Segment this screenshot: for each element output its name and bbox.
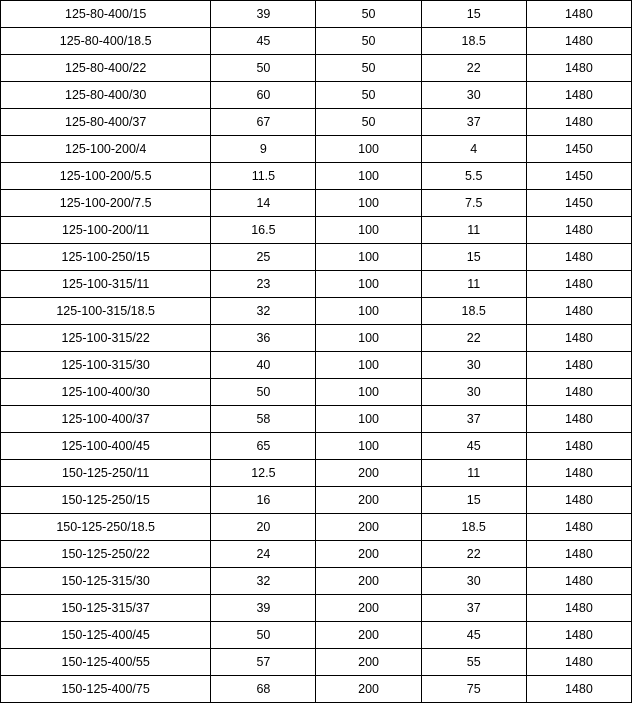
table-cell-head: 200 (316, 649, 421, 676)
table-cell-model: 150-125-315/37 (1, 595, 211, 622)
table-cell-flow: 12.5 (211, 460, 316, 487)
table-cell-flow: 68 (211, 676, 316, 703)
table-cell-head: 100 (316, 163, 421, 190)
table-cell-power: 4 (421, 136, 526, 163)
table-cell-head: 100 (316, 136, 421, 163)
table-cell-power: 37 (421, 406, 526, 433)
table-cell-model: 125-100-315/18.5 (1, 298, 211, 325)
table-cell-flow: 16.5 (211, 217, 316, 244)
table-cell-flow: 9 (211, 136, 316, 163)
table-cell-flow: 39 (211, 1, 316, 28)
table-cell-speed: 1480 (526, 676, 631, 703)
table-cell-flow: 14 (211, 190, 316, 217)
table-cell-power: 37 (421, 109, 526, 136)
table-cell-power: 30 (421, 82, 526, 109)
table-cell-model: 125-100-315/11 (1, 271, 211, 298)
table-row (1, 325, 632, 352)
table-cell-speed: 1480 (526, 379, 631, 406)
table-body (1, 1, 632, 703)
table-cell-speed: 1480 (526, 622, 631, 649)
table-row (1, 595, 632, 622)
table-cell-head: 100 (316, 352, 421, 379)
table-cell-flow: 36 (211, 325, 316, 352)
table-cell-flow: 20 (211, 514, 316, 541)
table-cell-head: 50 (316, 55, 421, 82)
table-cell-flow: 32 (211, 568, 316, 595)
table-row (1, 379, 632, 406)
table-cell-flow: 57 (211, 649, 316, 676)
table-cell-speed: 1480 (526, 568, 631, 595)
table-cell-speed: 1480 (526, 352, 631, 379)
table-cell-flow: 50 (211, 55, 316, 82)
table-cell-model: 125-100-200/7.5 (1, 190, 211, 217)
table-cell-model: 150-125-250/18.5 (1, 514, 211, 541)
table-cell-flow: 45 (211, 28, 316, 55)
table-cell-power: 22 (421, 541, 526, 568)
table-row (1, 487, 632, 514)
table-cell-speed: 1480 (526, 460, 631, 487)
table-cell-model: 150-125-250/22 (1, 541, 211, 568)
table-cell-flow: 40 (211, 352, 316, 379)
table-cell-model: 150-125-315/30 (1, 568, 211, 595)
table-cell-head: 200 (316, 622, 421, 649)
table-cell-flow: 39 (211, 595, 316, 622)
table-cell-flow: 24 (211, 541, 316, 568)
table-cell-speed: 1480 (526, 298, 631, 325)
table-cell-model: 125-100-200/5.5 (1, 163, 211, 190)
table-cell-power: 18.5 (421, 514, 526, 541)
table-cell-head: 100 (316, 244, 421, 271)
table-row (1, 460, 632, 487)
table-cell-model: 150-125-400/45 (1, 622, 211, 649)
table-cell-head: 200 (316, 514, 421, 541)
table-cell-head: 100 (316, 217, 421, 244)
table-cell-head: 200 (316, 487, 421, 514)
table-cell-power: 11 (421, 271, 526, 298)
table-cell-speed: 1480 (526, 109, 631, 136)
table-cell-speed: 1480 (526, 595, 631, 622)
table-cell-speed: 1480 (526, 271, 631, 298)
table-cell-speed: 1480 (526, 433, 631, 460)
table-cell-power: 45 (421, 433, 526, 460)
table-cell-power: 7.5 (421, 190, 526, 217)
table-row (1, 433, 632, 460)
table-cell-model: 125-80-400/30 (1, 82, 211, 109)
table-cell-model: 150-125-250/15 (1, 487, 211, 514)
table-cell-head: 100 (316, 271, 421, 298)
table-cell-power: 45 (421, 622, 526, 649)
table-cell-flow: 50 (211, 379, 316, 406)
table-cell-model: 125-80-400/18.5 (1, 28, 211, 55)
table-row (1, 649, 632, 676)
table-row (1, 514, 632, 541)
table-row (1, 109, 632, 136)
table-cell-power: 30 (421, 379, 526, 406)
table-row (1, 244, 632, 271)
table-cell-power: 37 (421, 595, 526, 622)
table-row (1, 82, 632, 109)
table-cell-model: 150-125-400/75 (1, 676, 211, 703)
table-cell-model: 125-80-400/22 (1, 55, 211, 82)
table-cell-head: 200 (316, 541, 421, 568)
table-cell-speed: 1480 (526, 514, 631, 541)
table-cell-head: 100 (316, 406, 421, 433)
table-cell-model: 150-125-400/55 (1, 649, 211, 676)
table-cell-model: 125-100-250/15 (1, 244, 211, 271)
table-row (1, 136, 632, 163)
table-cell-flow: 11.5 (211, 163, 316, 190)
table-row (1, 217, 632, 244)
table-row (1, 163, 632, 190)
table-row (1, 568, 632, 595)
table-cell-flow: 65 (211, 433, 316, 460)
table-cell-power: 18.5 (421, 298, 526, 325)
table-cell-model: 150-125-250/11 (1, 460, 211, 487)
table-row (1, 1, 632, 28)
table-cell-flow: 25 (211, 244, 316, 271)
table-cell-head: 200 (316, 568, 421, 595)
table-cell-model: 125-100-200/11 (1, 217, 211, 244)
table-cell-power: 75 (421, 676, 526, 703)
table-cell-head: 200 (316, 676, 421, 703)
table-cell-model: 125-80-400/37 (1, 109, 211, 136)
table-cell-head: 200 (316, 460, 421, 487)
table-cell-speed: 1480 (526, 649, 631, 676)
table-cell-power: 11 (421, 460, 526, 487)
table-cell-flow: 32 (211, 298, 316, 325)
table-cell-model: 125-100-315/22 (1, 325, 211, 352)
table-cell-head: 50 (316, 82, 421, 109)
table-row (1, 622, 632, 649)
table-cell-model: 125-100-400/37 (1, 406, 211, 433)
table-cell-head: 50 (316, 109, 421, 136)
table-cell-speed: 1480 (526, 406, 631, 433)
table-cell-power: 30 (421, 352, 526, 379)
table-cell-speed: 1480 (526, 541, 631, 568)
table-row (1, 190, 632, 217)
table-cell-power: 15 (421, 487, 526, 514)
table-cell-head: 50 (316, 28, 421, 55)
table-row (1, 298, 632, 325)
table-row (1, 541, 632, 568)
table-cell-model: 125-80-400/15 (1, 1, 211, 28)
table-cell-head: 200 (316, 595, 421, 622)
table-cell-flow: 16 (211, 487, 316, 514)
table-cell-head: 100 (316, 379, 421, 406)
table-cell-power: 22 (421, 55, 526, 82)
table-cell-head: 100 (316, 325, 421, 352)
table-cell-speed: 1480 (526, 217, 631, 244)
table-cell-speed: 1480 (526, 487, 631, 514)
table-cell-flow: 67 (211, 109, 316, 136)
table-cell-model: 125-100-200/4 (1, 136, 211, 163)
table-cell-speed: 1450 (526, 163, 631, 190)
table-row (1, 271, 632, 298)
table-cell-model: 125-100-400/30 (1, 379, 211, 406)
table-cell-power: 55 (421, 649, 526, 676)
table-cell-model: 125-100-400/45 (1, 433, 211, 460)
table-cell-speed: 1450 (526, 190, 631, 217)
table-cell-head: 50 (316, 1, 421, 28)
table-cell-head: 100 (316, 433, 421, 460)
table-cell-speed: 1450 (526, 136, 631, 163)
table-cell-flow: 23 (211, 271, 316, 298)
table-cell-model: 125-100-315/30 (1, 352, 211, 379)
table-cell-power: 15 (421, 1, 526, 28)
table-cell-power: 22 (421, 325, 526, 352)
table-cell-speed: 1480 (526, 1, 631, 28)
table-row (1, 352, 632, 379)
table-cell-power: 30 (421, 568, 526, 595)
table-cell-speed: 1480 (526, 244, 631, 271)
table-row (1, 676, 632, 703)
table-row (1, 28, 632, 55)
table-cell-power: 5.5 (421, 163, 526, 190)
table-row (1, 55, 632, 82)
table-cell-power: 11 (421, 217, 526, 244)
table-cell-speed: 1480 (526, 325, 631, 352)
table-cell-flow: 50 (211, 622, 316, 649)
table-cell-flow: 58 (211, 406, 316, 433)
table-cell-power: 18.5 (421, 28, 526, 55)
table-cell-flow: 60 (211, 82, 316, 109)
table-cell-head: 100 (316, 190, 421, 217)
table-cell-speed: 1480 (526, 55, 631, 82)
table-cell-head: 100 (316, 298, 421, 325)
table-row (1, 406, 632, 433)
table-cell-power: 15 (421, 244, 526, 271)
table-cell-speed: 1480 (526, 28, 631, 55)
table-cell-speed: 1480 (526, 82, 631, 109)
